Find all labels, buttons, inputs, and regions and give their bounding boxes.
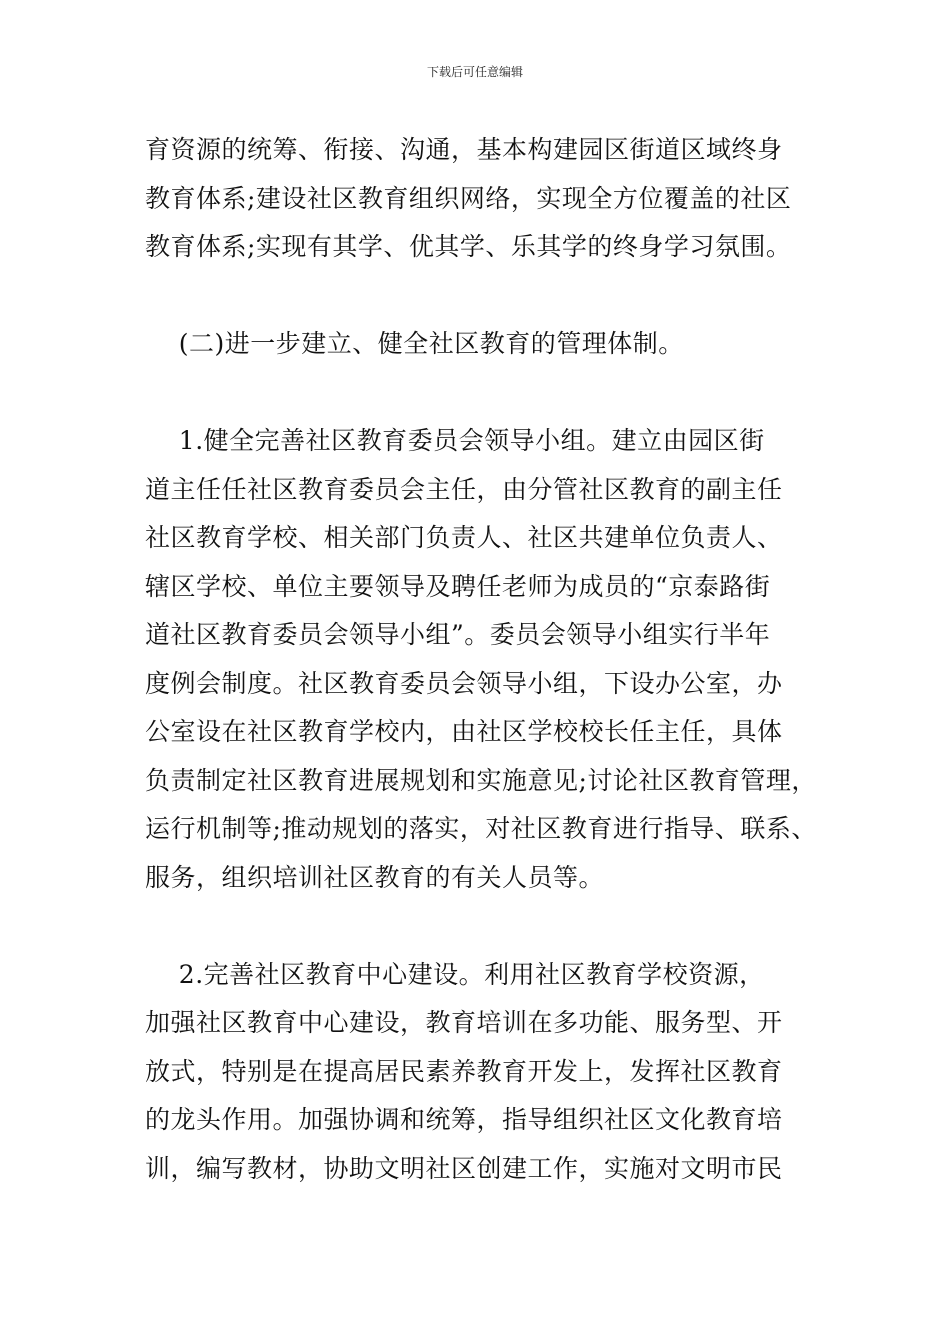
text-line: 服务，组织培训社区教育的有关人员等。 xyxy=(145,862,605,892)
text-line: 2.完善社区教育中心建设。利用社区教育学校资源， xyxy=(145,959,765,989)
paragraph-gap xyxy=(145,272,810,321)
paragraph-gap xyxy=(145,902,810,951)
text-line: 育资源的统筹、衔接、沟通，基本构建园区街道区域终身 xyxy=(145,135,783,164)
page-header: 下载后可任意编辑 xyxy=(426,65,523,79)
text-line: 负责制定社区教育进展规划和实施意见;讨论社区教育管理， xyxy=(145,765,817,795)
text-line: 辖区学校、单位主要领导及聘任老师为成员的“京泰路街 xyxy=(145,571,771,601)
text-line: 道主任任社区教育委员会主任，由分管社区教育的副主任 xyxy=(145,474,783,504)
paragraph-gap xyxy=(145,369,810,418)
text-line: (二)进一步建立、健全社区教育的管理体制。 xyxy=(145,329,684,358)
text-line: 教育体系;实现有其学、优其学、乐其学的终身学习氛围。 xyxy=(145,232,792,261)
text-line: 社区教育学校、相关部门负责人、社区共建单位负责人、 xyxy=(145,523,783,552)
paragraph-3 xyxy=(145,417,817,902)
paragraph-1 xyxy=(145,126,810,272)
paragraph-4 xyxy=(145,951,810,1194)
text-line: 放式，特别是在提高居民素养教育开发上，发挥社区教育 xyxy=(145,1056,783,1086)
text-line: 1.健全完善社区教育委员会领导小组。建立由园区街 xyxy=(145,426,765,455)
text-line: 的龙头作用。加强协调和统筹，指导组织社区文化教育培 xyxy=(145,1105,783,1134)
document-body xyxy=(145,126,817,1193)
text-line: 加强社区教育中心建设，教育培训在多功能、服务型、开 xyxy=(145,1008,783,1037)
paragraph-2 xyxy=(145,320,810,369)
text-line: 教育体系;建设社区教育组织网络，实现全方位覆盖的社区 xyxy=(145,183,792,213)
text-line: 公室设在社区教育学校内，由社区学校校长任主任，具体 xyxy=(145,717,783,746)
text-line: 运行机制等;推动规划的落实，对社区教育进行指导、联系、 xyxy=(145,814,817,843)
text-line: 训，编写教材，协助文明社区创建工作，实施对文明市民 xyxy=(145,1153,783,1183)
text-line: 度例会制度。社区教育委员会领导小组，下设办公室，办 xyxy=(145,668,783,698)
text-line: 道社区教育委员会领导小组”。委员会领导小组实行半年 xyxy=(145,620,771,649)
